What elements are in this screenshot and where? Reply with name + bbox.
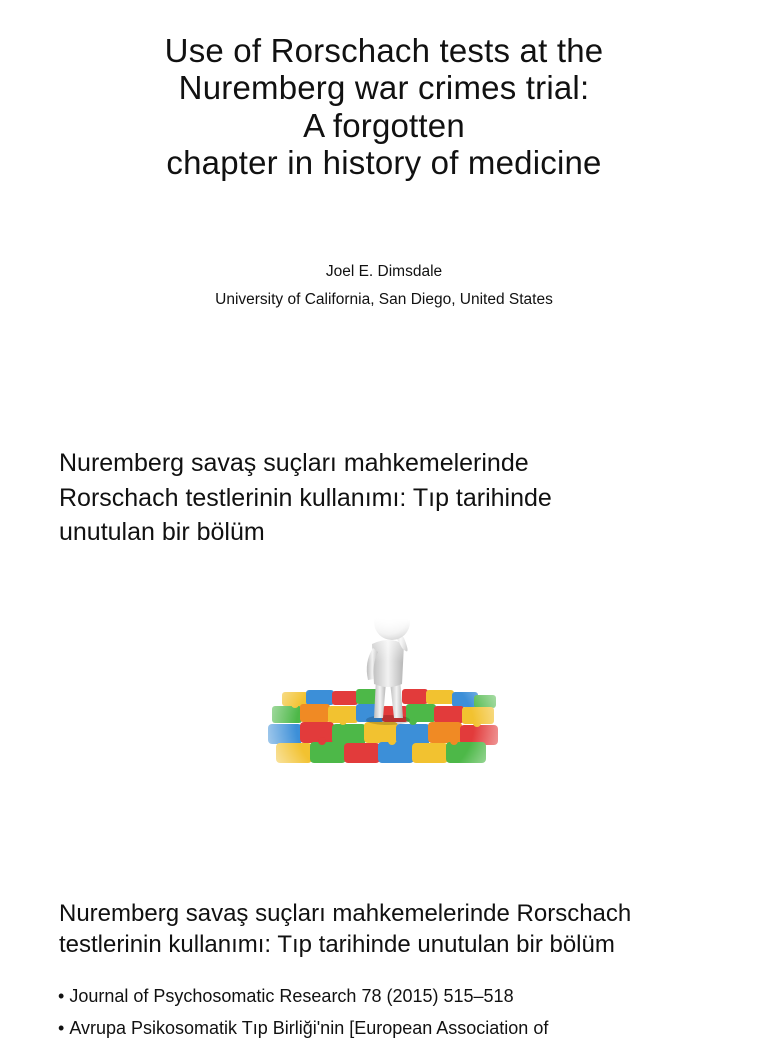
slide1-title bbox=[60, 32, 708, 181]
puzzle-figure-image bbox=[262, 600, 508, 780]
thinking-figure-illustration bbox=[262, 600, 508, 780]
reference-text: Avrupa Psikosomatik Tıp Birliği'nin [European Association of bbox=[69, 1018, 549, 1038]
slide1-title-block bbox=[60, 32, 708, 181]
reference-list bbox=[58, 980, 738, 1044]
slide3-title-line: testlerinin kullanımı: Tıp tarihinde unutulan bir bölüm bbox=[59, 931, 615, 958]
slide3-title bbox=[59, 898, 719, 960]
slide1-title-line: Nuremberg war crimes trial: bbox=[178, 69, 590, 107]
slide3-title-line: Nuremberg savaş suçları mahkemelerinde Rorschach bbox=[59, 900, 632, 927]
slide2-title-line: Rorschach testlerinin kullanımı: Tıp tarihinde bbox=[59, 483, 552, 512]
reference-text: Journal of Psychosomatic Research 78 (2015) 515–518 bbox=[69, 986, 514, 1006]
bullet-icon: • bbox=[58, 1018, 65, 1038]
bullet-icon: • bbox=[58, 986, 65, 1006]
reference-item bbox=[58, 1012, 738, 1044]
reference-item bbox=[58, 980, 738, 1012]
slide2-title bbox=[59, 446, 699, 550]
author-affiliation: University of California, San Diego, United States bbox=[215, 291, 553, 308]
author-name: Joel E. Dimsdale bbox=[325, 263, 443, 280]
slide1-title-line: A forgotten bbox=[303, 106, 465, 144]
slide1-title-line: Use of Rorschach tests at the bbox=[164, 32, 604, 69]
slide1-title-line: chapter in history of medicine bbox=[166, 143, 602, 181]
slide2-title-line: unutulan bir bölüm bbox=[59, 518, 265, 546]
author-block bbox=[0, 258, 768, 314]
slide2-title-line: Nuremberg savaş suçları mahkemelerinde bbox=[59, 449, 529, 477]
